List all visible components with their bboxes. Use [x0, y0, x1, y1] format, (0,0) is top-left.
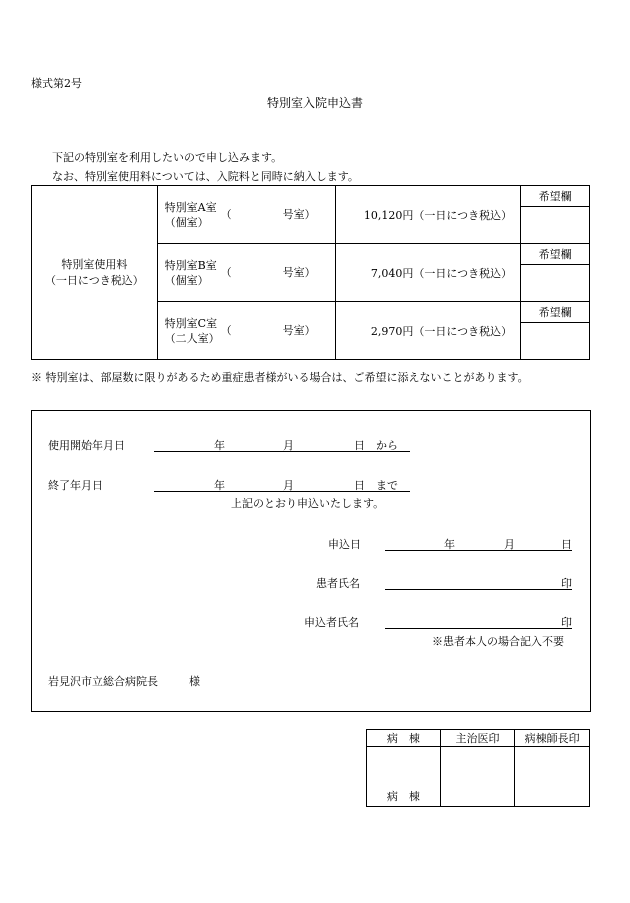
stamp-header-ward: 病 棟 [367, 730, 441, 747]
stamp-header-doctor: 主治医印 [440, 730, 515, 747]
end-year-unit: 年 [214, 479, 225, 492]
room-a-name: 特別室A室 [164, 200, 217, 214]
start-from: から [376, 439, 398, 452]
room-a-wish-field[interactable] [521, 207, 590, 244]
room-b-name: 特別室B室 [164, 258, 217, 272]
fee-label: 特別室使用料 [61, 257, 128, 271]
stamp-header-head-nurse: 病棟師長印 [515, 730, 590, 747]
start-day-unit: 日 [354, 439, 365, 452]
end-date-label: 終了年月日 [48, 479, 103, 492]
availability-note: ※ 特別室は、部屋数に限りがあるため重症患者様がいる場合は、ご希望に添えないことがあります。 [31, 371, 529, 384]
room-c-wish-field[interactable] [521, 323, 590, 360]
room-c-name: 特別室C室 [164, 316, 218, 330]
room-c-cell [157, 302, 335, 360]
apply-year-unit: 年 [444, 538, 455, 551]
room-b-wish-label: 希望欄 [521, 244, 590, 265]
stamp-head-nurse-cell[interactable] [515, 747, 590, 807]
room-c-type: （二人室） [164, 331, 220, 345]
room-a-number-field[interactable]: 号室） [282, 208, 316, 221]
stamp-ward-cell[interactable] [367, 747, 441, 807]
stamp-ward-label: 病 棟 [386, 790, 420, 803]
room-b-paren: （ [220, 266, 232, 279]
intro-line-2: なお、特別室使用料については、入院料と同時に納入します。 [52, 170, 359, 183]
start-date-field[interactable] [154, 438, 410, 452]
applicant-name-label: 申込者氏名 [304, 616, 359, 629]
applicant-note: ※患者本人の場合記入不要 [432, 635, 564, 648]
room-c-price: 2,970円（一日につき税込） [335, 302, 521, 360]
end-until: まで [376, 479, 398, 492]
honorific: 様 [189, 675, 200, 688]
stamp-doctor-cell[interactable] [440, 747, 515, 807]
applicant-name-field[interactable] [385, 615, 572, 629]
room-b-number-field[interactable]: 号室） [282, 266, 316, 279]
room-b-price: 7,040円（一日につき税込） [335, 244, 521, 302]
page-title: 特別室入院申込書 [266, 96, 363, 110]
statement: 上記のとおり申込いたします。 [231, 497, 385, 510]
room-b-cell [157, 244, 335, 302]
stamp-table [366, 729, 590, 807]
fee-label-note: （一日につき税込） [44, 273, 144, 287]
apply-date-field[interactable] [385, 537, 572, 551]
start-month-unit: 月 [283, 439, 294, 452]
start-year-unit: 年 [214, 439, 225, 452]
room-a-price: 10,120円（一日につき税込） [335, 186, 521, 244]
form-number: 様式第2号 [31, 77, 82, 90]
room-a-paren: （ [220, 208, 232, 221]
room-b-type: （個室） [164, 273, 209, 287]
apply-day-unit: 日 [561, 538, 572, 551]
application-box [31, 410, 591, 712]
room-c-number-field[interactable]: 号室） [282, 324, 316, 337]
room-fee-table [31, 185, 590, 360]
room-c-paren: （ [220, 324, 232, 337]
room-a-cell [157, 186, 335, 244]
intro-line-1: 下記の特別室を利用したいので申し込みます。 [52, 151, 283, 164]
end-month-unit: 月 [283, 479, 294, 492]
room-b-wish-field[interactable] [521, 265, 590, 302]
patient-seal: 印 [561, 577, 572, 590]
apply-month-unit: 月 [504, 538, 515, 551]
room-a-type: （個室） [164, 215, 209, 229]
applicant-seal: 印 [561, 616, 572, 629]
end-date-field[interactable] [154, 478, 410, 492]
room-a-wish-label: 希望欄 [521, 186, 590, 207]
fee-label-cell [32, 186, 158, 360]
end-day-unit: 日 [354, 479, 365, 492]
addressee: 岩見沢市立総合病院長 [48, 675, 158, 688]
start-date-label: 使用開始年月日 [48, 439, 125, 452]
patient-name-label: 患者氏名 [316, 577, 360, 590]
patient-name-field[interactable] [385, 576, 572, 590]
apply-date-label: 申込日 [328, 538, 361, 551]
room-c-wish-label: 希望欄 [521, 302, 590, 323]
